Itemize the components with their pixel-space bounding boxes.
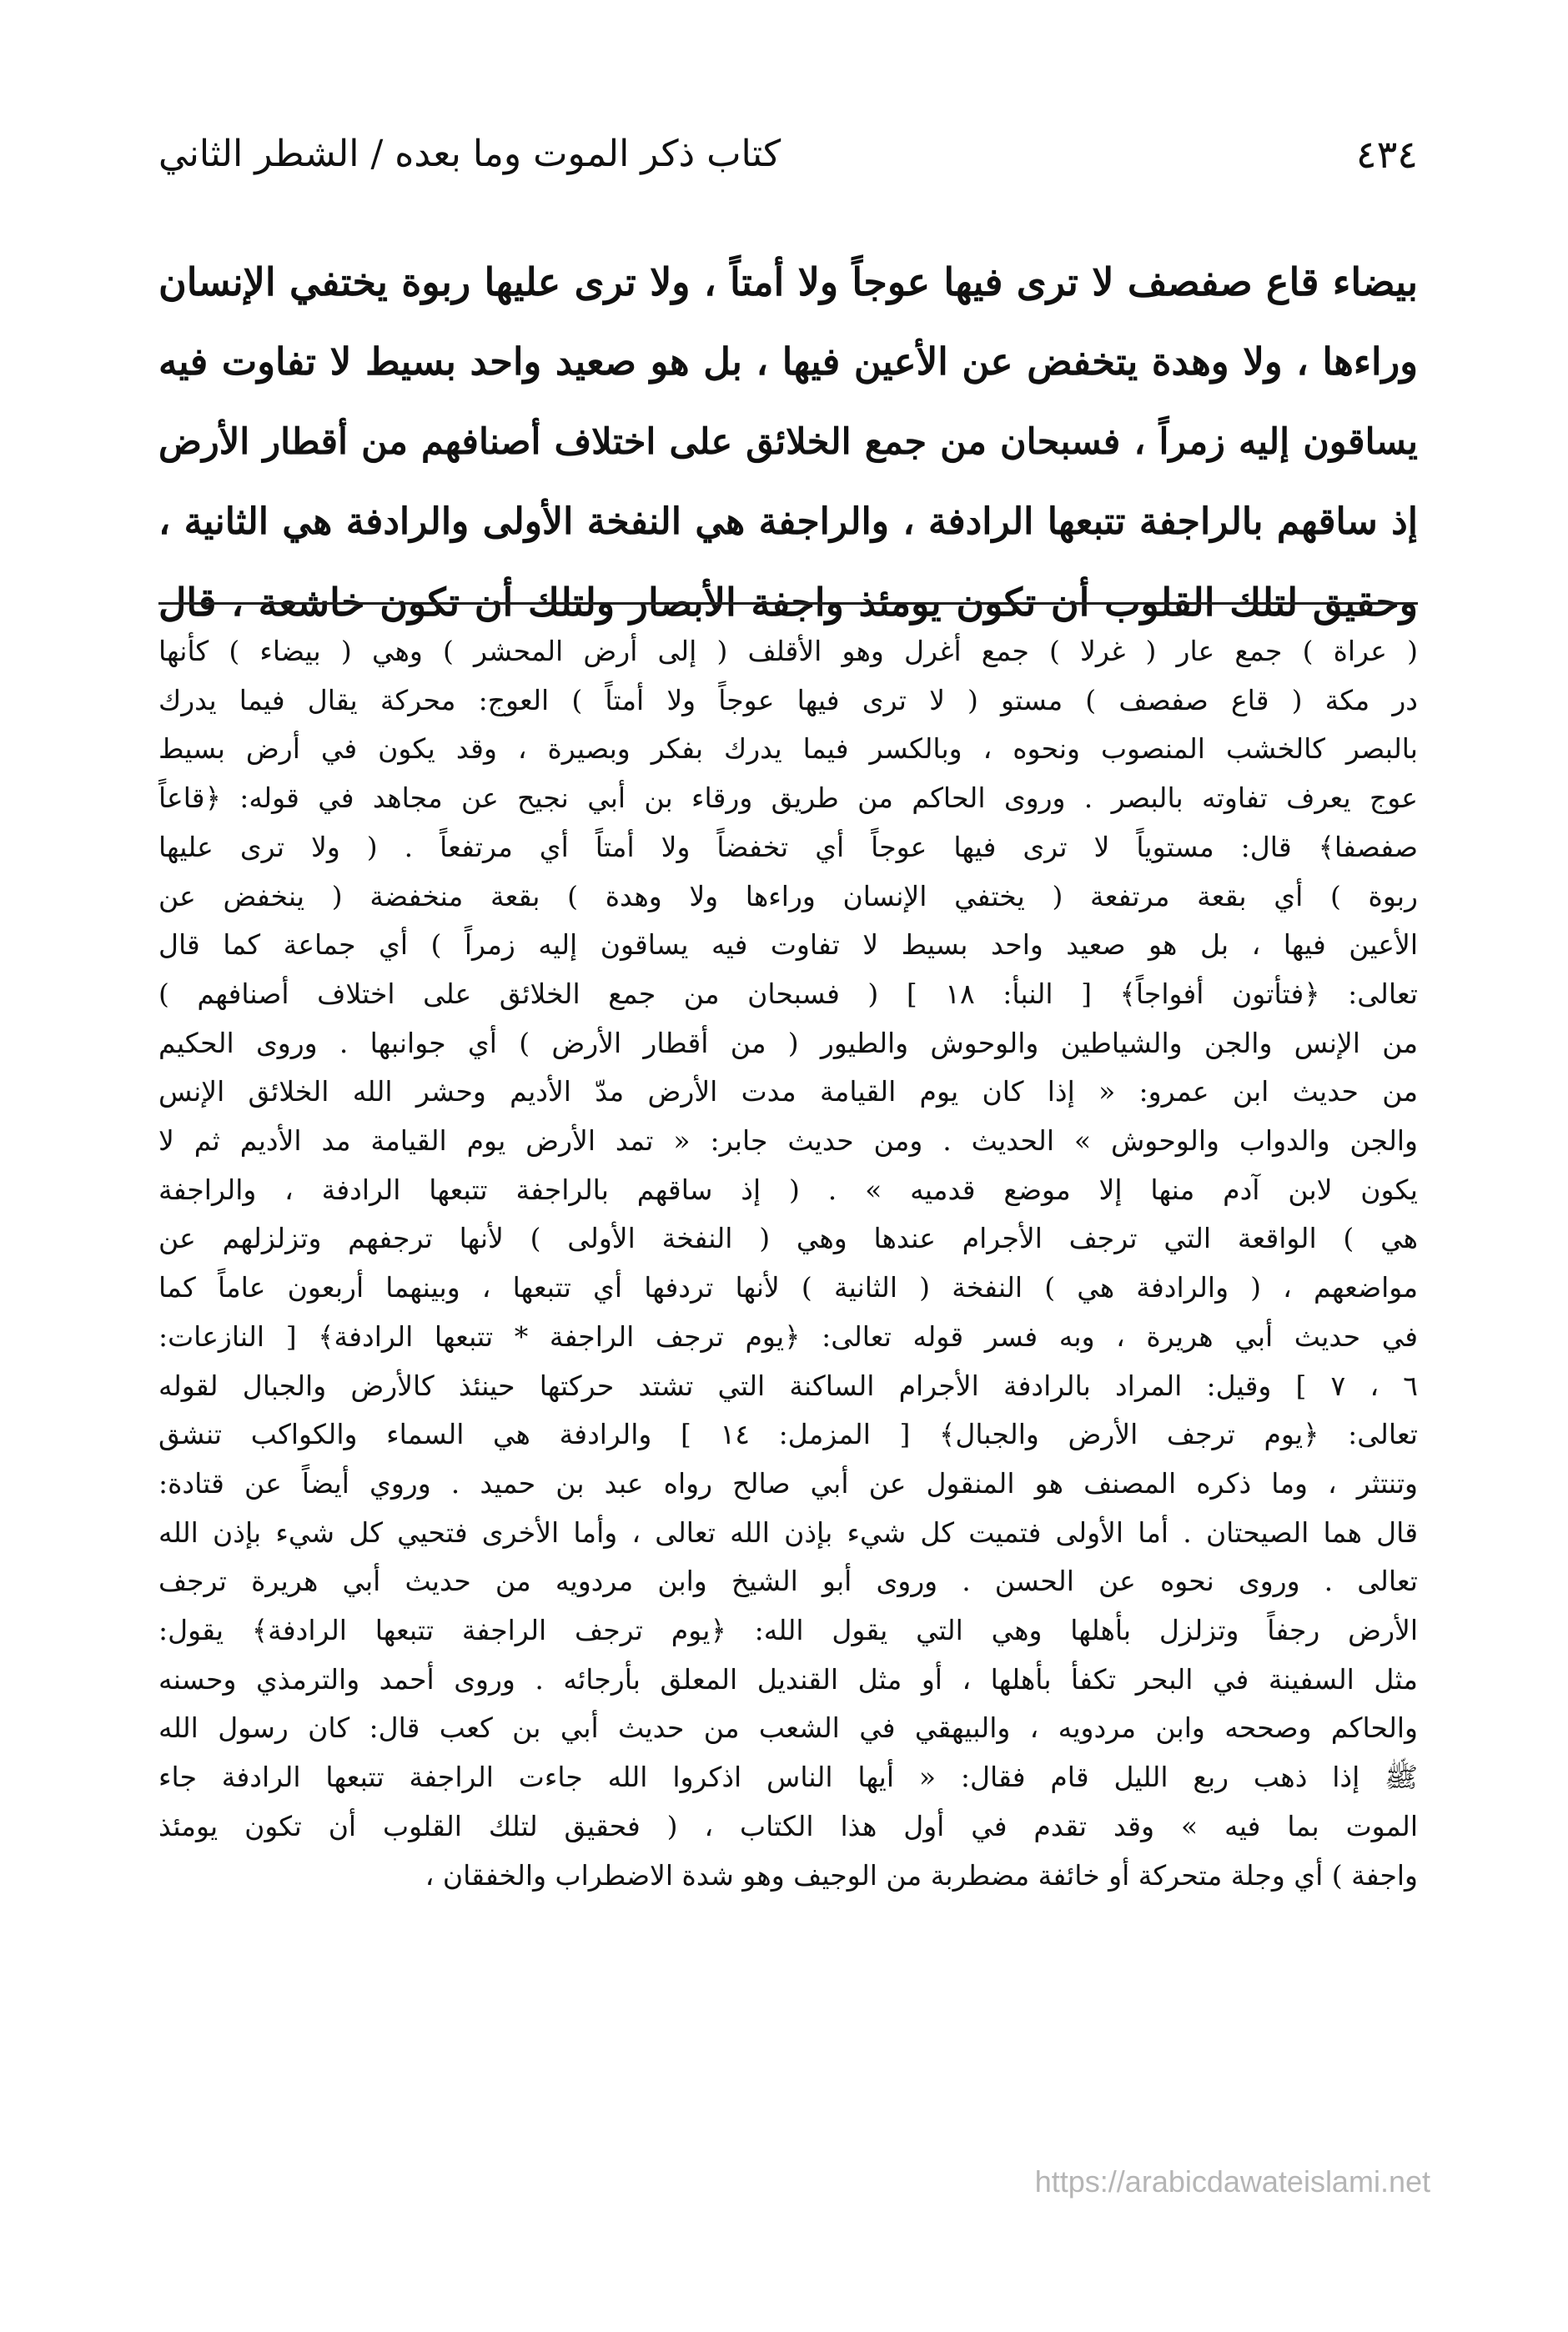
footnote-line: ﷺ إذا ذهب ربع الليل قام فقال: « أيها الناس اذكروا الله جاءت الراجفة تتبعها الرادفة جاء bbox=[158, 1761, 1418, 1794]
footnote-line: صفصفا﴾ قال: مستوياً لا ترى فيها عوجاً أي تخفضاً ولا أمتاً أي مرتفعاً . ( ولا ترى عليها bbox=[158, 830, 1418, 863]
footnote-line: تعالى . وروى نحوه عن الحسن . وروى أبو الشيخ وابن مردويه من حديث أبي هريرة ترجف bbox=[158, 1565, 1418, 1598]
footnote-line: الأعين فيها ، بل هو صعيد واحد بسيط لا تفاوت فيه يساقون إليه زمراً ) أي جماعة كما قال bbox=[158, 928, 1418, 962]
main-text-line: يساقون إليه زمراً ، فسبحان من جمع الخلائق على اختلاف أصنافهم من أقطار الأرض bbox=[158, 421, 1418, 463]
footnote-line: بالبصر كالخشب المنصوب ونحوه ، وبالكسر فيما يدرك بفكر وبصيرة ، وقد يكون في أرض بسيط bbox=[158, 732, 1418, 766]
main-text-line: بيضاء قاع صفصف لا ترى فيها عوجاً ولا أمتاً ، ولا ترى عليها ربوة يختفي الإنسان bbox=[158, 259, 1418, 304]
footnote-line: والحاكم وصححه وابن مردويه ، والبيهقي في الشعب من حديث أبي بن كعب قال: كان رسول الله bbox=[158, 1711, 1418, 1745]
footnote-line: عوج يعرف تفاوته بالبصر . وروى الحاكم من طريق ورقاء بن أبي نجيح عن مجاهد في قوله: ﴿قاعاً bbox=[158, 782, 1418, 815]
footnote-line: في حديث أبي هريرة ، وبه فسر قوله تعالى: ﴿يوم ترجف الراجفة * تتبعها الرادفة﴾ [ النازعات: bbox=[158, 1319, 1418, 1353]
footnote-line: الأرض رجفاً وتزلزل بأهلها وهي التي يقول الله: ﴿يوم ترجف الراجفة تتبعها الرادفة﴾ يقول: bbox=[158, 1614, 1418, 1647]
footnote-line: قال هما الصيحتان . أما الأولى فتميت كل شيء بإذن الله تعالى ، وأما الأخرى فتحيي كل شيء بإذن الله bbox=[158, 1515, 1418, 1549]
footnote-line: وتنتثر ، وما ذكره المصنف هو المنقول عن أبي صالح رواه عبد بن حميد . وروي أيضاً عن قتادة: bbox=[158, 1466, 1418, 1500]
footnote-line: والجن والدواب والوحوش » الحديث . ومن حديث جابر: « تمد الأرض يوم القيامة مد الأديم ثم لا bbox=[158, 1124, 1418, 1158]
footnote-line: ( عراة ) جمع عار ( غرلا ) جمع أغرل وهو الأقلف ( إلى أرض المحشر ) وهي ( بيضاء ) كأنها bbox=[158, 635, 1418, 667]
footnote-line: مواضعهم ، ( والرادفة هي ) النفخة ( الثانية ) لأنها تردفها أي تتبعها ، وبينهما أربعون عاماً كما bbox=[158, 1271, 1418, 1304]
footnote-line: مثل السفينة في البحر تكفأ بأهلها ، أو مثل القنديل المعلق بأرجائه . وروى أحمد والترمذي وحسنه bbox=[158, 1662, 1418, 1696]
footnote-line: واجفة ) أي وجلة متحركة أو خائفة مضطربة من الوجيف وهو شدة الاضطراب والخفقان ، bbox=[425, 1858, 1418, 1892]
footnote-line: هي ) الواقعة التي ترجف الأجرام عندها وهي ( النفخة الأولى ) لأنها ترجفهم وتزلزلهم عن bbox=[158, 1222, 1418, 1255]
footnote-line: در مكة ( قاع صفصف ) مستو ( لا ترى فيها عوجاً ولا أمتاً ) العوج: محركة يقال فيما يدرك bbox=[158, 683, 1418, 716]
page-header bbox=[158, 117, 1418, 192]
footnote-line: يكون لابن آدم منها إلا موضع قدميه » . ( إذ ساقهم بالراجفة تتبعها الرادفة ، والراجفة bbox=[158, 1173, 1418, 1206]
footnote-line: تعالى: ﴿يوم ترجف الأرض والجبال﴾ [ المزمل: ١٤ ] والرادفة هي السماء والكواكب تنشق bbox=[158, 1418, 1418, 1451]
footnote-line: ٦ ، ٧ ] وقيل: المراد بالرادفة الأجرام الساكنة التي تشتد حركتها حينئذ كالأرض والجبال لقوله bbox=[158, 1369, 1418, 1402]
footnotes-block bbox=[158, 627, 1418, 1900]
page-number: ٤٣٤ bbox=[1355, 132, 1418, 177]
running-title: كتاب ذكر الموت وما بعده / الشطر الثاني bbox=[158, 133, 781, 175]
main-text-block bbox=[158, 242, 1418, 642]
watermark-url: https://arabicdawateislami.net bbox=[1034, 2164, 1430, 2199]
footnote-line: من الإنس والجن والشياطين والوحوش والطيور ( من أقطار الأرض ) أي جوانبها . وروى الحكيم bbox=[158, 1026, 1418, 1059]
footnote-line: ربوة ) أي بقعة مرتفعة ( يختفي الإنسان وراءها ولا وهدة ) بقعة منخفضة ( ينخفض عن bbox=[158, 879, 1418, 912]
main-text-line: وحقيق لتلك القلوب أن تكون يومئذ واجفة الأبصار ولتلك أن تكون خاشعة ، قال bbox=[158, 580, 1418, 625]
footnote-line: الموت بما فيه » وقد تقدم في أول هذا الكتاب ، ( فحقيق لتلك القلوب أن تكون يومئذ bbox=[158, 1809, 1418, 1842]
footnote-line: من حديث ابن عمرو: « إذا كان يوم القيامة مدت الأرض مدّ الأديم وحشر الله الخلائق الإنس bbox=[158, 1075, 1418, 1108]
footnote-separator bbox=[158, 602, 1418, 605]
footnote-line: تعالى: ﴿فتأتون أفواجاً﴾ [ النبأ: ١٨ ] ( فسبحان من جمع الخلائق على اختلاف أصنافهم ) bbox=[158, 977, 1418, 1010]
main-text-line: وراءها ، ولا وهدة يتخفض عن الأعين فيها ، بل هو صعيد واحد بسيط لا تفاوت فيه bbox=[158, 339, 1418, 384]
main-text-line: إذ ساقهم بالراجفة تتبعها الرادفة ، والراجفة هي النفخة الأولى والرادفة هي الثانية ، bbox=[158, 500, 1418, 543]
